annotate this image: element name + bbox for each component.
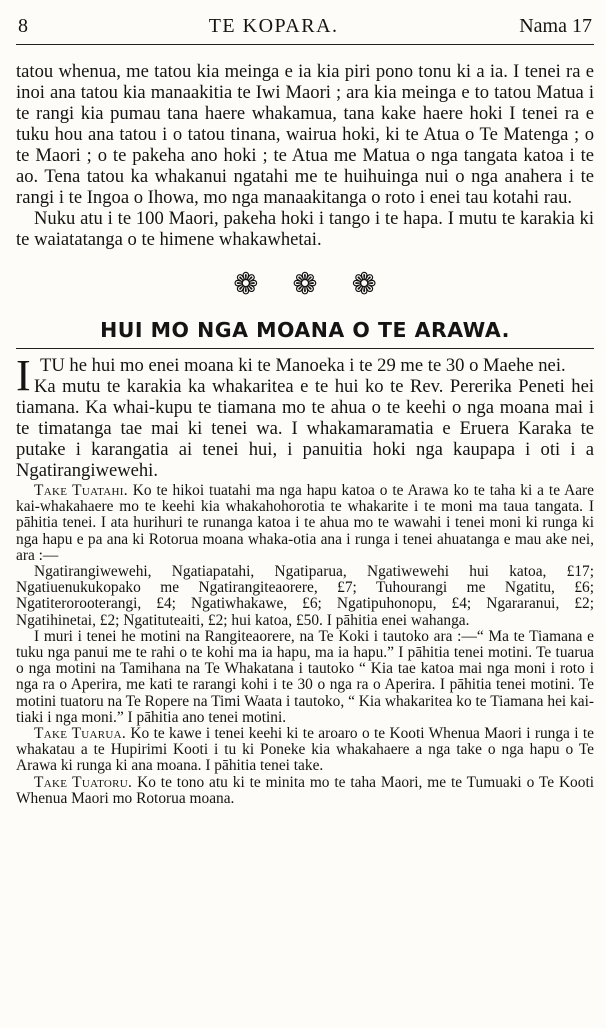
lead-text: TU he hui mo enei moana ki te Manoeka i te 29 me te 30 o Maehe nei. — [40, 355, 566, 376]
article-body-small — [16, 483, 594, 807]
page — [16, 14, 594, 807]
allocation-list: Ngatirangiwewehi, Ngatiapatahi, Ngatiparua, Ngatiwewehi hui katoa, £17; Ngatiuenukukopako me Ngatirangiteaorere, £7; Tuhourangi me Ngatitu, £6; Ngatiterorooterangi, £4; Ngatiwhakawe, £6; Ngatipuhonopu, £4; Ngararanui, £2; Ngatihinetai, £2; Ngatituteaiti, £2; hui katoa, £50. I pāhitia enei wahanga. — [16, 563, 594, 629]
flower-ornament-icon: ❁ — [351, 268, 377, 301]
flower-ornament-icon: ❁ — [233, 268, 259, 301]
take-1-text: Ko te hikoi tuatahi ma nga hapu katoa o te Arawa ko te taha ki a te Aare kai-whakahaere mo te keehi kia whakahohorotia te whakarite i te moni ma taua tangata. I pāhitia tenei. I ata hurihuri te runanga katoa i te ahua mo te wawahi i tenei moni ki runga ki nga hapu e pa ana ki Rotorua moana whaka-otia ana i runga i tenei ahuatanga e mau ake nei, ara :— — [16, 482, 594, 564]
take-2-label: Take Tuarua. — [34, 725, 127, 743]
take-3-paragraph — [16, 775, 594, 807]
article-body-large — [16, 351, 594, 481]
take-1-paragraph — [16, 483, 594, 564]
running-header — [16, 14, 594, 45]
flower-ornament-icon: ❁ — [292, 268, 318, 301]
drop-cap: I — [16, 351, 31, 400]
page-number: 8 — [18, 15, 28, 37]
intro-paragraph-1: tatou whenua, me tatou kia meinga e ia kia piri pono tonu ki a ia. I tenei ra e inoi ana tatou kia manaakitia te Iwi Maori ; ara kia meinga e to tatou Matua i te rangi kia pumau tana haere whakamua, tana kake haere hoki I tenei ra e tuku hou ana tatou i o tatou tinana, wairua hoki, ki te Atua o Te Matenga ; o te Maori ; o te pakeha ano hoki ; te Atua me Matua o nga tangata katoa i te ao. Tena tatou ka whakanui ngatahi me te huihuinga nui o nga anahera i te rangi i te Ingoa o Ihowa, mo nga manaakitanga o roto i enei tau kotahi rau. — [16, 61, 594, 208]
lead-paragraph — [16, 351, 594, 400]
issue-number: Nama 17 — [519, 15, 592, 37]
motions-paragraph: I muri i tenei he motini na Rangiteaorere, na Te Koki i tautoko ara :—“ Ma te Tiamana e tuku nga panui me te rahi o te kohi ma ia hapu, ma ia hapu.” I pāhitia tenei motini. Te tuarua o nga motini na Tamihana na Te Whakatana i tautoko “ Kia tae katoa mai nga moni i roto i nga ra o Aperira, me kati te rarangi kohi i te 30 o nga ra o Aperira. I pāhitia tenei motini. Te motini tuatoru na Te Ropere na Timi Waata i tautoko, “ Kia whakaritea ko te Tiamana hei kai-tiaki i nga moni.” I pāhitia ano tenei motini. — [16, 627, 594, 726]
take-3-text: Ko te tono atu ki te minita mo te taha Maori, me te Tumuaki o Te Kooti Whenua Maori mo Rotorua moana. — [16, 773, 595, 807]
publication-title: TE KOPARA. — [208, 15, 339, 37]
take-2-text: Ko te kawe i tenei keehi ki te aroaro o te Kooti Whenua Maori i runga i te whakatau a te Hupirimi Kooti i tu ki Poneke kia whakahaere a nga take o nga hapu o Te Arawa ki runga ki ana moana. I pāhitia tenei take. — [16, 725, 594, 775]
take-1-label: Take Tuatahi. — [34, 482, 128, 499]
intro-text — [16, 61, 594, 250]
take-3-label: Take Tuatoru. — [34, 773, 133, 791]
ornament-row — [16, 270, 594, 300]
article-paragraph-2: Ka mutu te karakia ka whakaritea e te hui ko te Rev. Pererika Peneti hei tiamana. Ka whai-kupu te tiamana mo te ahua o te keehi o nga moana mai i te timatanga tae mai ki tenei wa. I whakamaramatia e Eruera Karaka te putake i karangatia ai tenei hui, i panuitia hoki nga kaupapa i oti i a Ngatirangiwewehi. — [16, 376, 594, 481]
take-2-paragraph — [16, 726, 594, 775]
intro-paragraph-2: Nuku atu i te 100 Maori, pakeha hoki i tango i te hapa. I mutu te karakia ki te waiatatanga o te himene whakawhetai. — [16, 208, 594, 250]
article-heading: HUI MO NGA MOANA O TE ARAWA. — [16, 318, 594, 349]
